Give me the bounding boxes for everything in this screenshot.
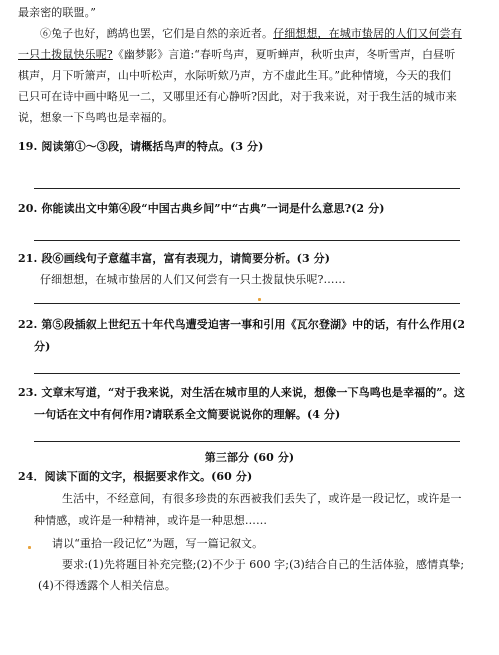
p6-underlined-a: 仔细想想，在城市蛰居的人们又何尝有 (273, 27, 462, 40)
essay-para-1: 生活中，不经意间，有很多珍贵的东西被我们丢失了，或许是一段记忆，或许是一 (62, 492, 462, 505)
question-21-quote: 仔细想想，在城市蛰居的人们又何尝有一只土拨鼠快乐呢?…… (40, 273, 346, 286)
answer-line-22[interactable] (34, 373, 460, 374)
passage-p6-line-3: 棋声，月下听箫声，山中听松声，水际听欸乃声，方不虚此生耳。”此种情境，今天的我们 (18, 69, 452, 82)
stray-mark-2 (28, 546, 31, 549)
p6-start: ⑥兔子也好，鹧鸪也罢，它们是自然的亲近者。 (40, 27, 274, 40)
essay-requirements: 要求:(1)先将题目补充完整;(2)不少于 600 字;(3)结合自己的生活体验，感情真挚; (62, 558, 465, 571)
question-19: 19. 阅读第①～③段，请概括鸟声的特点。(3 分) (18, 140, 264, 153)
answer-line-20[interactable] (34, 240, 460, 241)
stray-mark (258, 298, 261, 301)
answer-line-21[interactable] (34, 303, 460, 304)
part-3-heading: 第三部分 (60 分) (204, 451, 295, 464)
answer-line-19[interactable] (34, 188, 460, 189)
passage-line-0: 最亲密的联盟。” (18, 6, 96, 19)
question-21: 21. 段⑥画线句子意蕴丰富，富有表现力，请简要分析。(3 分) (18, 252, 331, 265)
question-23: 23. 文章末写道，“对于我来说，对生活在城市里的人来说，想像一下鸟鸣也是幸福的”。这 (18, 386, 465, 399)
passage-p6-line-2 (18, 48, 455, 62)
question-22: 22. 第⑤段插叙上世纪五十年代鸟遭受迫害一事和引用《瓦尔登湖》中的话，有什么作用(2 (18, 318, 466, 331)
question-23-cont: 一句话在文中有何作用?请联系全文简要说说你的理解。(4 分) (34, 408, 341, 421)
essay-prompt: 请以“重拾一段记忆”为题，写一篇记叙文。 (52, 537, 264, 550)
question-24: 24．阅读下面的文字，根据要求作文。(60 分) (18, 470, 253, 483)
p6-line2-rest: 《幽梦影》言道:“春听鸟声，夏听蝉声，秋听虫声，冬听雪声，白昼听 (112, 48, 456, 61)
essay-para-1-cont: 种情感，或许是一种精神，或许是一种思想…… (34, 514, 268, 527)
question-20: 20. 你能读出文中第④段“中国古典乡间”中“古典”一词是什么意思?(2 分) (18, 202, 385, 215)
essay-requirements-cont: (4)不得透露个人相关信息。 (38, 579, 176, 592)
p6-underlined-b: 一只土拨鼠快乐呢? (18, 48, 113, 61)
answer-line-23[interactable] (34, 441, 460, 442)
question-22-cont: 分) (34, 340, 51, 353)
passage-p6-line-1 (40, 27, 462, 41)
passage-p6-line-5: 说，想象一下鸟鸣也是幸福的。 (18, 111, 174, 124)
passage-p6-line-4: 已只可在诗中画中略见一二，又哪里还有心静听?因此，对于我来说，对于我生活的城市来 (18, 90, 457, 103)
